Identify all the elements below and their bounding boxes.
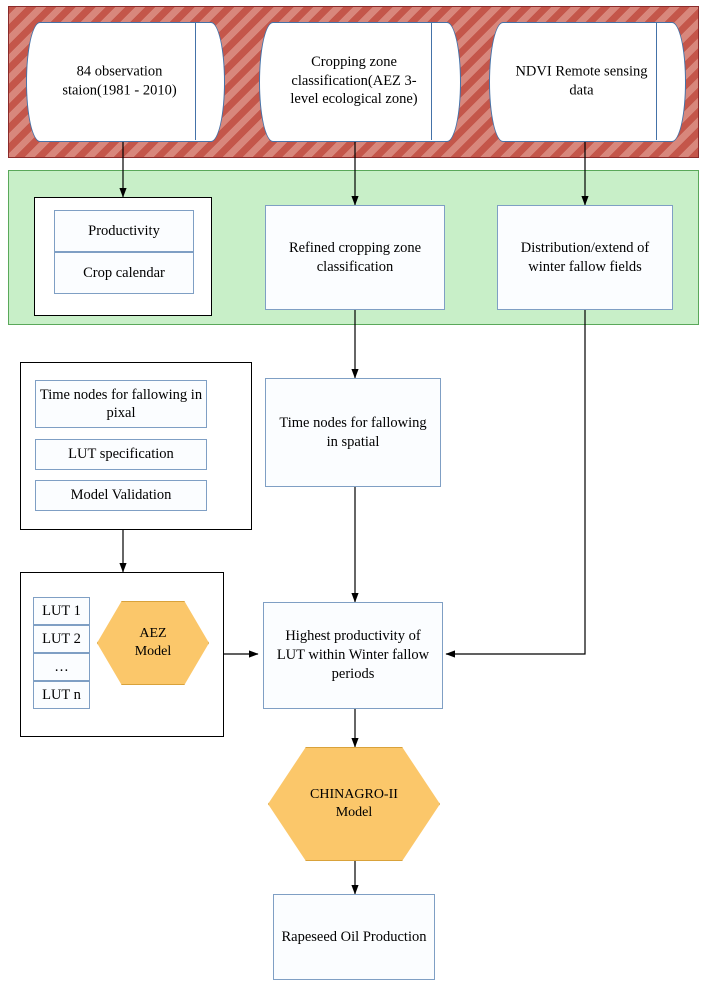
aez-model-line1: AEZ (139, 625, 167, 641)
process-productivity-label: Productivity (88, 222, 160, 239)
process-winter-fallow-distribution-label: Distribution/extend of winter fallow fields (520, 239, 650, 275)
chinagro-model-hexagon[interactable] (268, 747, 440, 861)
process-crop-calendar-label: Crop calendar (83, 264, 165, 281)
chinagro-model-line1: CHINAGRO-II (310, 786, 398, 802)
lut-item-2[interactable] (33, 625, 90, 653)
source-ndvi-label: NDVI Remote sensing data (515, 63, 648, 98)
node-time-nodes-pixel[interactable] (35, 380, 207, 428)
lut-item-1-label: LUT 1 (42, 602, 81, 619)
lut-item-ellipsis-label: … (54, 658, 69, 675)
process-winter-fallow-distribution[interactable] (497, 205, 673, 310)
pixel-analysis-group (20, 362, 252, 530)
process-crop-calendar[interactable] (54, 252, 194, 294)
source-ndvi[interactable] (489, 22, 684, 140)
source-cropping-zone[interactable] (259, 22, 459, 140)
lut-item-ellipsis[interactable] (33, 653, 90, 681)
lut-group (20, 572, 224, 737)
node-lut-specification[interactable] (35, 439, 207, 470)
cylinder-cap (431, 22, 459, 140)
node-highest-productivity-label: Highest productivity of LUT within Winter fallow periods (276, 628, 430, 682)
aez-model-text (97, 601, 209, 685)
lut-item-2-label: LUT 2 (42, 630, 81, 647)
aez-model-hexagon[interactable] (97, 601, 209, 685)
process-productivity[interactable] (54, 210, 194, 252)
node-rapeseed-output-label: Rapeseed Oil Production (281, 928, 427, 945)
process-refined-cropping-zone[interactable] (265, 205, 445, 310)
node-model-validation[interactable] (35, 480, 207, 511)
node-time-nodes-spatial[interactable] (265, 378, 441, 487)
node-model-validation-label: Model Validation (70, 487, 172, 504)
aez-model-line2: Model (134, 644, 172, 659)
chinagro-model-text (268, 747, 440, 861)
lut-item-n[interactable] (33, 681, 90, 709)
source-obs-stations[interactable] (26, 22, 223, 140)
source-cropping-zone-label: Cropping zone classification(AEZ 3-level ecological zone) (290, 54, 418, 108)
lut-item-1[interactable] (33, 597, 90, 625)
source-obs-stations-label: 84 observation staion(1981 - 2010) (62, 63, 177, 98)
chinagro-model-line2: Model (335, 805, 373, 820)
node-rapeseed-output[interactable] (273, 894, 435, 980)
productivity-group (34, 197, 212, 316)
node-highest-productivity[interactable] (263, 602, 443, 709)
lut-item-n-label: LUT n (42, 686, 81, 703)
node-time-nodes-spatial-label: Time nodes for fallowing in spatial (279, 414, 427, 450)
cylinder-cap (195, 22, 223, 140)
node-lut-specification-label: LUT specification (68, 446, 174, 463)
process-refined-cropping-zone-label: Refined cropping zone classification (288, 239, 422, 275)
cylinder-cap (656, 22, 684, 140)
node-time-nodes-pixel-label: Time nodes for fallowing in pixal (39, 386, 203, 421)
